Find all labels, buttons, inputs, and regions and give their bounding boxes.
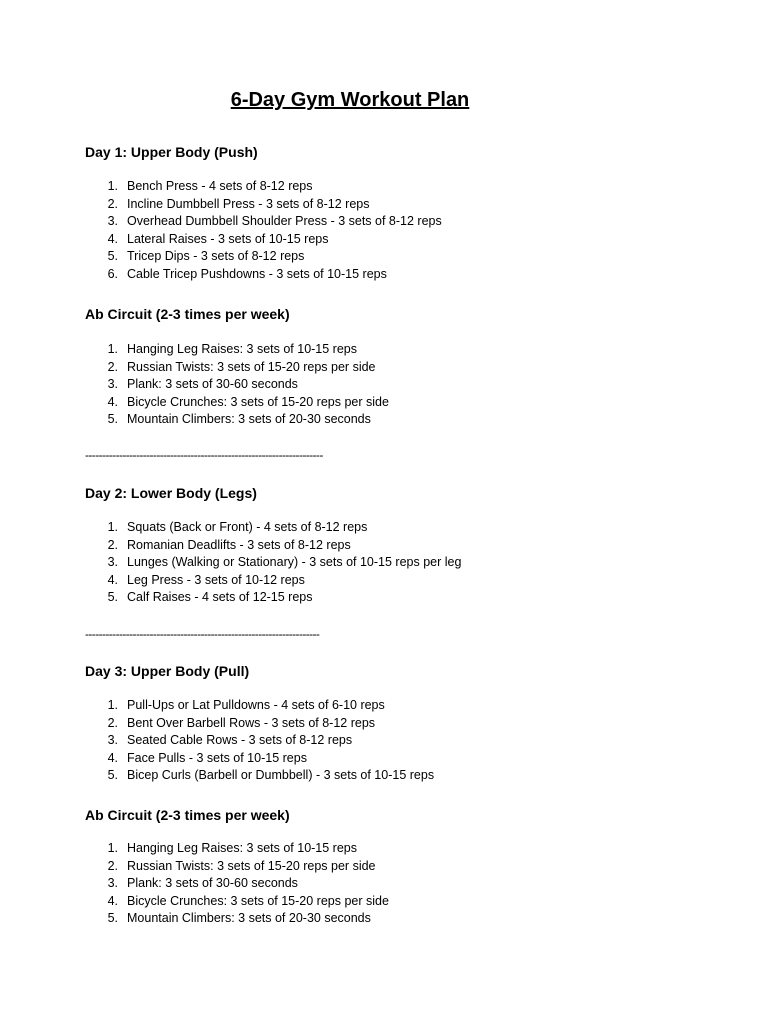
list-item: 3. Overhead Dumbbell Shoulder Press - 3 sets of 8-12 reps xyxy=(107,214,442,229)
list-item: 1. Hanging Leg Raises: 3 sets of 10-15 reps xyxy=(107,841,357,855)
list-item: 3. Seated Cable Rows - 3 sets of 8-12 reps xyxy=(107,733,353,748)
list-item: 3. Lunges (Walking or Stationary) - 3 sets of 10-15 reps per leg xyxy=(107,555,462,570)
list-item: 1. Squats (Back or Front) - 4 sets of 8-12 reps xyxy=(107,520,368,534)
list-item: 4. Bicycle Crunches: 3 sets of 15-20 reps per side xyxy=(107,893,389,908)
ab-circuit-heading: Ab Circuit (2-3 times per week) xyxy=(85,306,290,322)
day1-exercise-list xyxy=(85,178,442,284)
list-item: 3. Plank: 3 sets of 30-60 seconds xyxy=(107,876,298,891)
list-item: 5. Mountain Climbers: 3 sets of 20-30 seconds xyxy=(107,911,371,926)
section-divider: ---------------------------------------------------------------------- xyxy=(85,448,323,462)
ab-circuit-heading: Ab Circuit (2-3 times per week) xyxy=(85,807,290,823)
day2-exercise-list xyxy=(85,519,461,607)
list-item: 2. Russian Twists: 3 sets of 15-20 reps per side xyxy=(107,858,376,873)
list-item: 1. Bench Press - 4 sets of 8-12 reps xyxy=(107,179,313,193)
list-item: 4. Face Pulls - 3 sets of 10-15 reps xyxy=(107,750,307,765)
list-item: 3. Plank: 3 sets of 30-60 seconds xyxy=(107,377,298,392)
list-item: 1. Pull-Ups or Lat Pulldowns - 4 sets of 6-10 reps xyxy=(107,698,385,712)
list-item: 2. Russian Twists: 3 sets of 15-20 reps per side xyxy=(107,359,376,374)
list-item: 2. Bent Over Barbell Rows - 3 sets of 8-12 reps xyxy=(107,715,376,730)
list-item: 5. Tricep Dips - 3 sets of 8-12 reps xyxy=(107,249,305,264)
list-item: 4. Bicycle Crunches: 3 sets of 15-20 reps per side xyxy=(107,394,389,409)
section-divider: --------------------------------------------------------------------- xyxy=(85,627,320,641)
day2-heading: Day 2: Lower Body (Legs) xyxy=(85,485,257,501)
list-item: 5. Calf Raises - 4 sets of 12-15 reps xyxy=(107,590,313,605)
list-item: 2. Incline Dumbbell Press - 3 sets of 8-12 reps xyxy=(107,196,370,211)
list-item: 1. Hanging Leg Raises: 3 sets of 10-15 reps xyxy=(107,342,357,356)
list-item: 5. Mountain Climbers: 3 sets of 20-30 seconds xyxy=(107,412,371,427)
day3-heading: Day 3: Upper Body (Pull) xyxy=(85,663,250,679)
page-title: 6-Day Gym Workout Plan xyxy=(230,89,470,111)
list-item: 2. Romanian Deadlifts - 3 sets of 8-12 reps xyxy=(107,537,351,552)
list-item: 4. Leg Press - 3 sets of 10-12 reps xyxy=(107,572,305,587)
day1-heading: Day 1: Upper Body (Push) xyxy=(85,144,258,160)
ab-circuit-list xyxy=(85,840,389,928)
list-item: 5. Bicep Curls (Barbell or Dumbbell) - 3 sets of 10-15 reps xyxy=(107,768,435,783)
ab-circuit-list xyxy=(85,341,389,429)
list-item: 6. Cable Tricep Pushdowns - 3 sets of 10-15 reps xyxy=(107,266,387,281)
list-item: 4. Lateral Raises - 3 sets of 10-15 reps xyxy=(107,231,329,246)
day3-exercise-list xyxy=(85,697,434,785)
